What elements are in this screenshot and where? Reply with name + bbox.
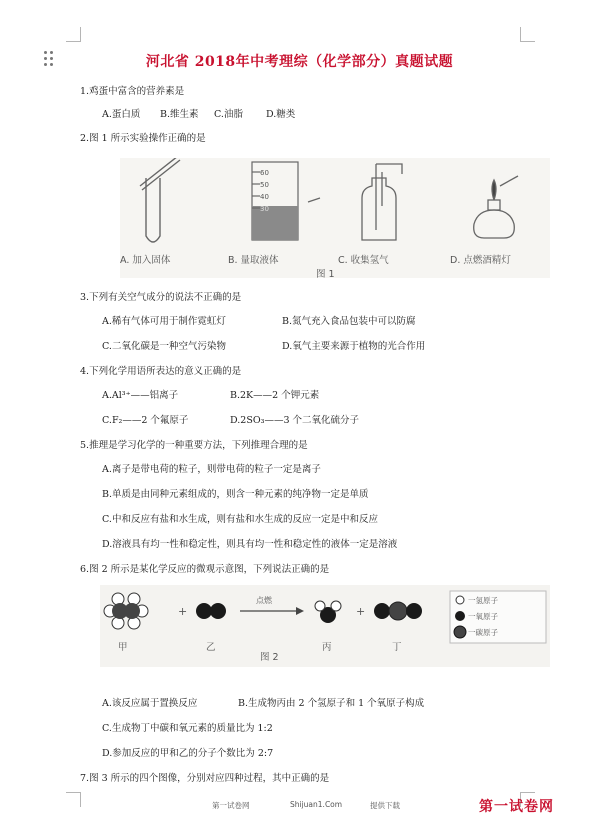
margin-corner-mark [520, 27, 535, 42]
question-1-stem: 1.鸡蛋中富含的营养素是 [80, 86, 185, 97]
figure-2-caption: 图 2 [260, 652, 279, 663]
cylinder-tick-label: 50 [260, 181, 269, 189]
q5-option-b: B.单质是由同种元素组成的，则含一种元素的纯净物一定是单质 [102, 489, 369, 500]
figure-2-label-ding: 丁 [392, 642, 402, 653]
legend-oxygen-icon [455, 611, 465, 621]
alcohol-lamp-icon [474, 176, 518, 238]
figure-1-label-c: C. 收集氢气 [338, 255, 389, 266]
legend-label-carbon: 一碳原子 [468, 628, 498, 637]
q6-option-c: C.生成物丁中碳和氧元素的质量比为 1:2 [102, 723, 273, 734]
cylinder-tick-label: 30 [260, 205, 269, 213]
q1-option-c: C.油脂 [214, 109, 243, 120]
q3-option-c: C.二氧化碳是一种空气污染物 [102, 341, 226, 352]
gas-bottle-icon [362, 164, 402, 240]
molecule-yi-icon [196, 603, 226, 619]
q3-option-d: D.氧气主要来源于植物的光合作用 [282, 341, 426, 352]
question-6-stem: 6.图 2 所示是某化学反应的微观示意图，下列说法正确的是 [80, 564, 330, 575]
margin-corner-mark [66, 792, 81, 807]
q6-option-d: D.参加反应的甲和乙的分子个数比为 2:7 [102, 748, 274, 759]
question-3-stem: 3.下列有关空气成分的说法不正确的是 [80, 292, 242, 303]
footer-site-url[interactable]: Shijuan1.Com [290, 800, 343, 809]
molecule-bing-icon [315, 601, 341, 623]
q4-option-d: D.2SO₃——3 个二氧化硫分子 [230, 415, 360, 426]
footer-download-text: 提供下载 [370, 801, 400, 810]
q5-option-d: D.溶液具有均一性和稳定性，则具有均一性和稳定性的液体一定是溶液 [102, 539, 398, 550]
document-title: 河北省 2018年中考理综（化学部分）真题试题 [145, 54, 454, 70]
figure-1-label-d: D. 点燃酒精灯 [450, 255, 511, 266]
q4-option-b: B.2K——2 个钾元素 [230, 390, 320, 401]
q5-option-c: C.中和反应有盐和水生成，则有盐和水生成的反应一定是中和反应 [102, 514, 378, 525]
footer-site-name: 第一试卷网 [212, 801, 250, 810]
margin-corner-mark [66, 27, 81, 42]
cylinder-tick-label: 40 [260, 193, 269, 201]
cylinder-tick-label: 60 [260, 169, 269, 177]
molecule-jia-icon [104, 593, 148, 629]
test-tube-icon [140, 158, 180, 242]
question-2-stem: 2.图 1 所示实验操作正确的是 [80, 133, 206, 144]
figure-2-reaction-diagram [100, 585, 550, 667]
q1-option-d: D.糖类 [266, 109, 296, 120]
q3-option-a: A.稀有气体可用于制作霓虹灯 [102, 316, 226, 327]
plus-sign: + [356, 605, 366, 618]
figure-2-label-yi: 乙 [206, 642, 216, 653]
legend-label-hydrogen: 一氢原子 [468, 596, 498, 605]
question-4-stem: 4.下列化学用语所表达的意义正确的是 [80, 366, 242, 377]
figure-2-label-bing: 丙 [322, 642, 332, 653]
q3-option-b: B.氮气充入食品包装中可以防腐 [282, 316, 416, 327]
q4-option-c: C.F₂——2 个氟原子 [102, 415, 189, 426]
q5-option-a: A.离子是带电荷的粒子，则带电荷的粒子一定是离子 [102, 464, 321, 475]
q4-option-a: A.Al³⁺——铝离子 [102, 390, 179, 401]
q1-option-a: A.蛋白质 [102, 109, 141, 120]
figure-2-label-jia: 甲 [118, 642, 128, 653]
q1-option-b: B.维生素 [160, 109, 199, 120]
figure-1-label-b: B. 量取液体 [228, 255, 279, 266]
watermark-logo: 第一试卷网 [479, 799, 554, 815]
molecule-ding-icon [374, 602, 422, 620]
figure-1-caption: 图 1 [316, 269, 335, 280]
legend-carbon-icon [454, 626, 466, 638]
q6-option-b: B.生成物丙由 2 个氢原子和 1 个氧原子构成 [238, 698, 425, 709]
plus-sign: + [178, 605, 188, 618]
legend-label-oxygen: 一氧原子 [468, 612, 498, 621]
q6-option-a: A.该反应属于置换反应 [102, 698, 198, 709]
figure-2-arrow-condition: 点燃 [256, 596, 272, 605]
figure-1-label-a: A. 加入固体 [120, 255, 171, 266]
question-7-stem: 7.图 3 所示的四个图像，分别对应四种过程，其中正确的是 [80, 773, 330, 784]
reaction-arrow-icon [240, 607, 304, 615]
question-5-stem: 5.推理是学习化学的一种重要方法，下列推理合理的是 [80, 440, 308, 451]
figure-1-lab-operations [120, 158, 550, 278]
legend-hydrogen-icon [456, 596, 464, 604]
